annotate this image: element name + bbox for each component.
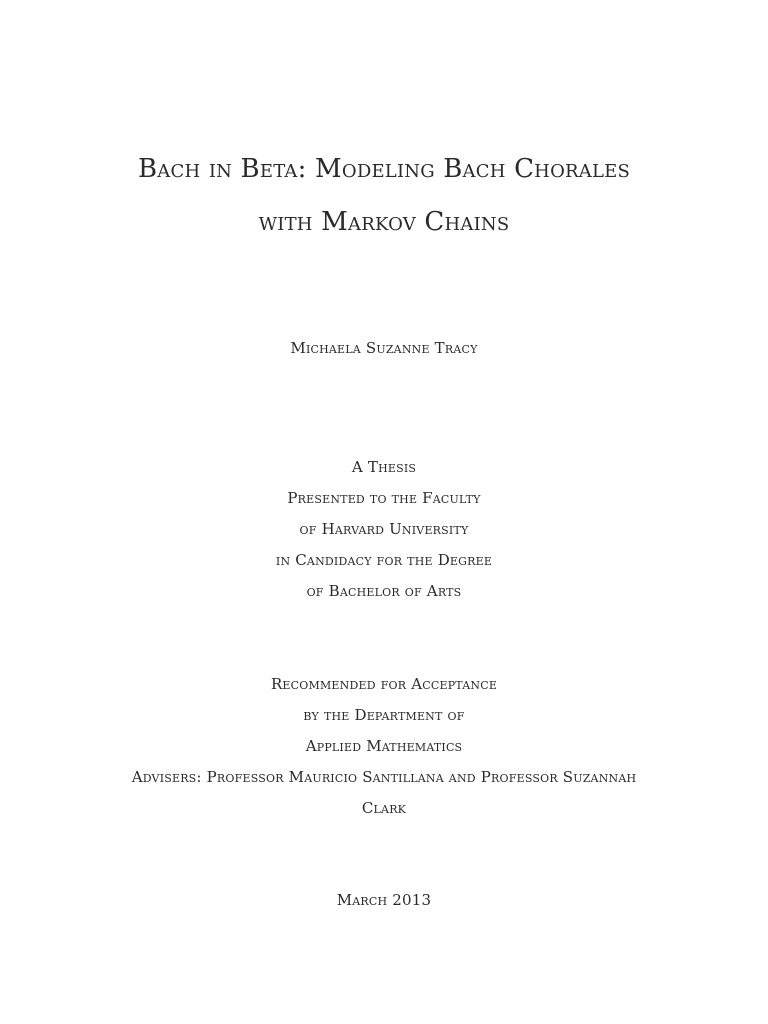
thesis-statement-line-3: of Harvard University <box>299 520 469 538</box>
advisers-line-2: Clark <box>361 799 407 817</box>
recommendation-line-2: by the Department of <box>303 706 465 724</box>
thesis-title-line-1: Bach in Beta: Modeling Bach Chorales <box>137 154 631 184</box>
thesis-title-line-2: with Markov Chains <box>258 207 510 237</box>
author-name: Michaela Suzanne Tracy <box>290 339 478 357</box>
recommendation-line-3: Applied Mathematics <box>305 737 463 755</box>
submission-date: March 2013 <box>336 891 432 909</box>
advisers-line-1: Advisers: Professor Mauricio Santillana and Professor Suzannah <box>131 768 637 786</box>
thesis-statement-line-2: Presented to the Faculty <box>287 489 481 507</box>
thesis-statement-line-1: A Thesis <box>351 458 417 476</box>
recommendation-line-1: Recommended for Acceptance <box>270 675 498 693</box>
thesis-statement-line-5: of Bachelor of Arts <box>306 582 462 600</box>
thesis-statement-line-4: in Candidacy for the Degree <box>275 551 493 569</box>
